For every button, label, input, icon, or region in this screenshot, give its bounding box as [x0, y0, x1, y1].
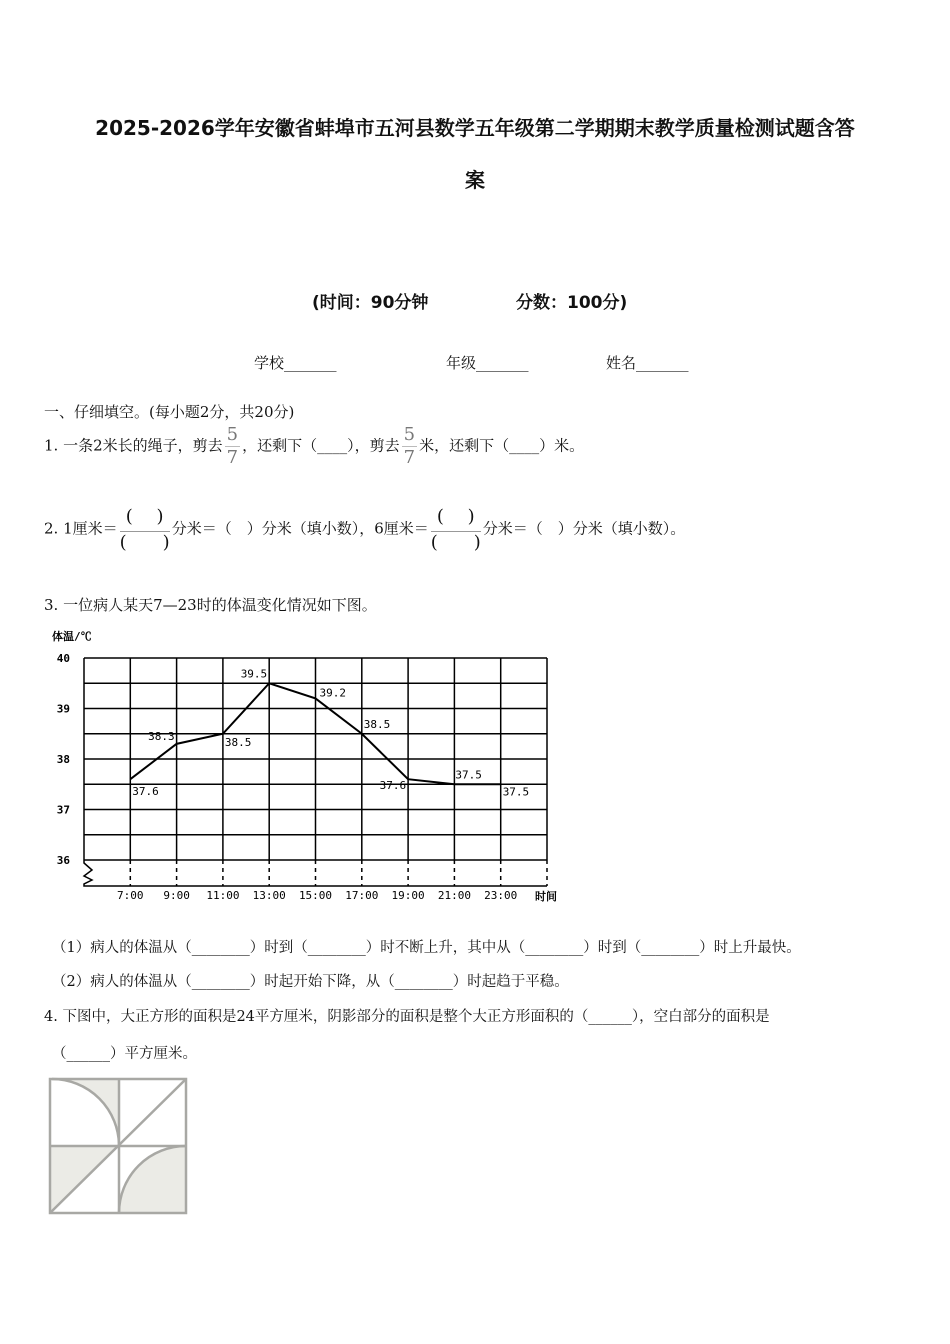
q3-sub1: （1）病人的体温从（________）时到（________）时不断上升，其中从（________）时到（________）时上升最快。 [52, 940, 801, 956]
score-info: 分数：100分) [516, 293, 628, 313]
q2-text-2: 分米＝（ ）分米（填小数），6厘米＝ [171, 519, 429, 538]
q1-text-2: ，还剩下（____），剪去 [242, 436, 400, 455]
page-title: 2025-2026学年安徽省蚌埠市五河县数学五年级第二学期期末教学质量检测试题含答 [95, 116, 855, 140]
page-title-cont: 案 [465, 168, 485, 192]
q4-text-2: （______）平方厘米。 [52, 1046, 197, 1062]
q3-text: 一位病人某天7—23时的体温变化情况如下图。 [63, 596, 377, 614]
q-number: 3. [44, 596, 59, 614]
q3-sub2: （2）病人的体温从（________）时起开始下降，从（________）时起趋于平稳。 [52, 974, 569, 990]
grade-field: 年级_______ [446, 354, 529, 372]
q2-text-3: 分米＝（ ）分米（填小数）。 [482, 519, 686, 538]
x-tick-label: 13:00 [252, 889, 286, 902]
data-label: 39.2 [319, 686, 346, 700]
y-axis-label: 体温/℃ [52, 630, 92, 643]
data-label: 38.3 [148, 729, 175, 743]
q1-text: 一条2米长的绳子，剪去 [63, 436, 223, 455]
y-tick-label: 36 [56, 854, 70, 867]
x-tick-label: 19:00 [391, 889, 425, 902]
data-label: 37.5 [455, 768, 482, 782]
y-tick-label: 38 [56, 753, 70, 766]
fraction: $\frac{5}{7}$ [403, 424, 416, 468]
section-heading: 一、仔细填空。(每小题2分，共20分) [44, 403, 295, 421]
data-label: 37.6 [132, 785, 159, 799]
data-label: 37.6 [379, 779, 407, 793]
data-label: 37.5 [502, 785, 530, 799]
question-4 [44, 1005, 770, 1026]
square-figure [48, 1077, 190, 1215]
q-number: 4. [44, 1009, 58, 1025]
blank-fraction: ( ) ( ) [119, 506, 170, 553]
school-field: 学校_______ [254, 354, 337, 372]
y-tick-label: 37 [56, 803, 70, 817]
name-field: 姓名_______ [606, 354, 689, 372]
q4-text: 下图中，大正方形的面积是24平方厘米，阴影部分的面积是整个大正方形面积的（______），空白部分的面积是 [62, 1009, 770, 1025]
x-axis-label: 时间 [535, 890, 557, 903]
q-number: 1. [44, 436, 59, 455]
x-tick-label: 17:00 [345, 889, 379, 902]
y-tick-label: 40 [56, 652, 70, 665]
blank-fraction: ( ) ( ) [430, 506, 481, 553]
data-label: 38.5 [224, 735, 252, 749]
q2-text: 1厘米＝ [63, 519, 118, 538]
x-tick-label: 11:00 [206, 889, 240, 902]
x-tick-label: 9:00 [163, 889, 190, 902]
q1-text-3: 米，还剩下（____）米。 [419, 436, 585, 455]
x-tick-label: 21:00 [437, 889, 471, 902]
q-number: 2. [44, 519, 59, 538]
x-tick-label: 7:00 [117, 889, 144, 902]
data-label: 39.5 [240, 667, 268, 681]
y-tick-label: 39 [56, 702, 70, 716]
x-tick-label: 15:00 [298, 889, 333, 902]
time-info: (时间：90分钟 [312, 293, 429, 313]
fraction: $\frac{5}{7}$ [226, 424, 239, 468]
data-label: 38.5 [363, 717, 391, 731]
x-tick-label: 23:00 [484, 889, 518, 902]
